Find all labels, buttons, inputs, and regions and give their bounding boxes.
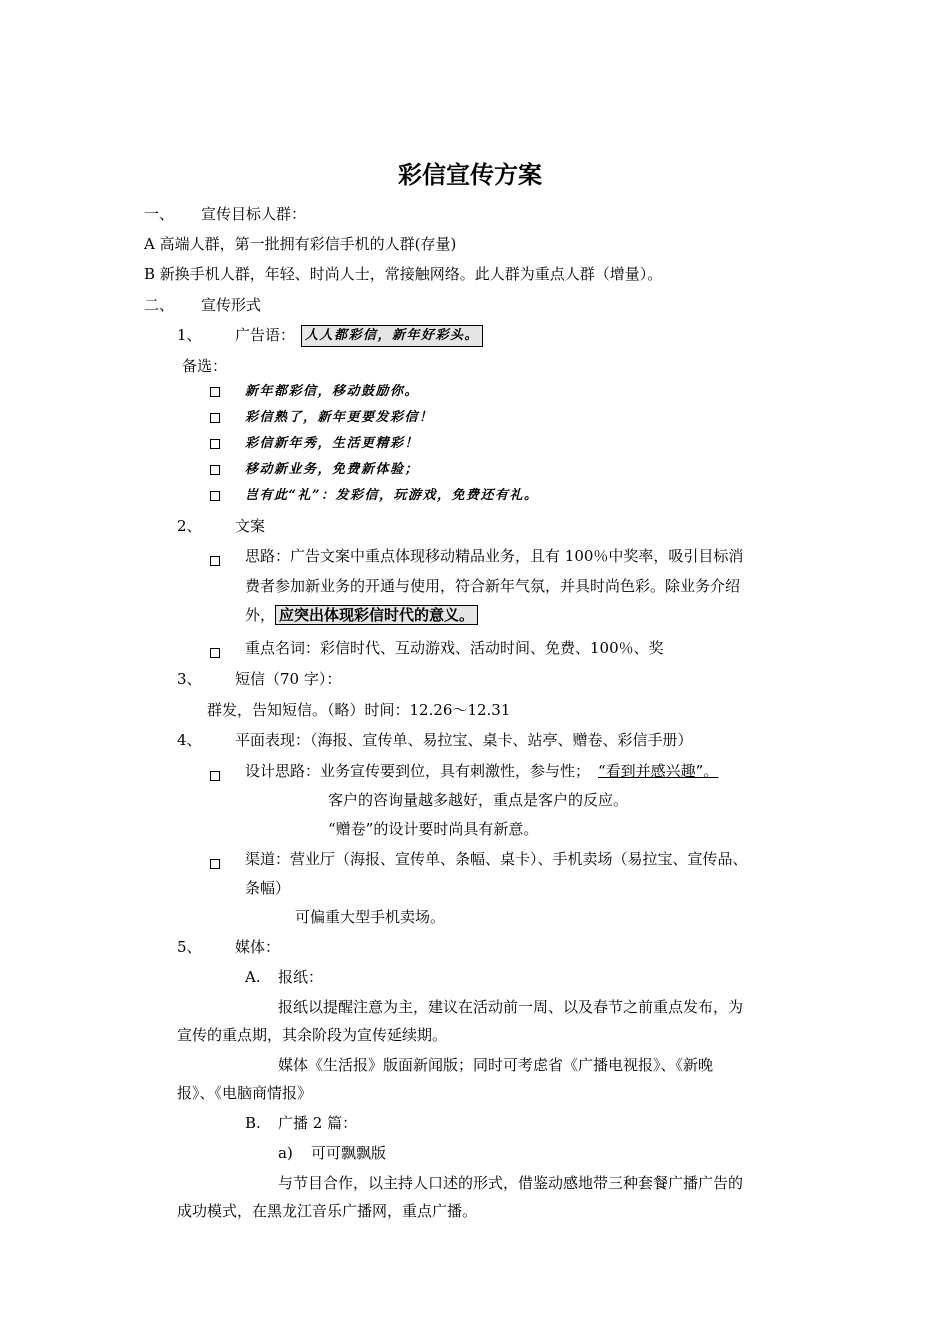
section-1-number: 一、 (144, 205, 175, 223)
alternatives-label: 备选： (182, 357, 228, 375)
channel-line-2: 条幅） (245, 879, 291, 897)
radio-para-line-1: 与节目合作，以主持人口述的形式，借鉴动感地带三种套餐广播广告的 (278, 1174, 744, 1192)
channel-line-1: 渠道：营业厅（海报、宣传单、条幅、桌卡）、手机卖场（易拉宝、宣传品、 (245, 850, 748, 868)
radio-para-line-2: 成功模式，在黑龙江音乐广播网，重点广播。 (177, 1202, 478, 1220)
design-idea-underlined: “看到并感兴趣”。 (598, 762, 719, 780)
item-3-number: 3、 (177, 670, 202, 688)
media-a-label: 报纸： (278, 968, 324, 986)
item-3-label: 短信（70 字）： (235, 670, 342, 688)
slogan-box: 人人都彩信，新年好彩头。 (301, 325, 483, 347)
copy-idea-line-1: 思路：广告文案中重点体现移动精品业务，且有 100％中奖率，吸引目标消 (245, 547, 744, 565)
copy-idea-line-3 (245, 605, 478, 625)
alt-slogan-3: 彩信新年秀，生活更精彩！ (245, 436, 420, 451)
item-2-label: 文案 (235, 517, 266, 535)
target-group-b: B 新换手机人群，年轻、时尚人士，常接触网络。此人群为重点人群（增量）。 (144, 265, 663, 283)
bullet-icon (210, 551, 220, 571)
item-4-label: 平面表现：（海报、宣传单、易拉宝、桌卡、站亭、赠卷、彩信手册） (235, 731, 693, 749)
target-group-a: A 高端人群，第一批拥有彩信手机的人群(存量) (144, 235, 457, 253)
newspaper-para-1-line-2: 宣传的重点期，其余阶段为宣传延续期。 (177, 1026, 448, 1044)
alt-bullet-icon (210, 434, 220, 454)
newspaper-para-2-line-2: 报》、《电脑商情报》 (177, 1084, 313, 1102)
item-1-label: 广告语： (235, 326, 296, 344)
design-idea-line-1 (245, 761, 718, 781)
alt-slogan-1: 新年都彩信，移动鼓励你。 (245, 384, 420, 399)
newspaper-para-1-line-1: 报纸以提醒注意为主，建议在活动前一周、以及春节之前重点发布，为 (278, 998, 744, 1016)
highlight-box: 应突出体现彩信时代的意义。 (275, 605, 478, 625)
item-2-number: 2、 (177, 517, 202, 535)
design-idea-line-3: “赠卷”的设计要时尚具有新意。 (328, 820, 539, 838)
newspaper-para-2-line-1: 媒体《生活报》版面新闻版；同时可考虑省《广播电视报》、《新晚 (278, 1056, 714, 1074)
keywords-line: 重点名词：彩信时代、互动游戏、活动时间、免费、100％、奖 (245, 639, 664, 657)
item-4-number: 4、 (177, 731, 202, 749)
design-idea-line-2: 客户的咨询量越多越好，重点是客户的反应。 (328, 791, 629, 809)
radio-sub-a-label: 可可飘飘版 (311, 1144, 387, 1162)
radio-sub-a-number: a) (278, 1144, 293, 1162)
bullet-icon (210, 766, 220, 786)
alt-bullet-icon (210, 460, 220, 480)
copy-idea-prefix: 外， (245, 606, 276, 624)
section-2-number: 二、 (144, 296, 175, 314)
media-b-label: 广播 2 篇： (278, 1114, 358, 1132)
channel-line-3: 可偏重大型手机卖场。 (295, 908, 446, 926)
media-a-number: A. (245, 968, 261, 986)
item-5-number: 5、 (177, 938, 202, 956)
item-5-label: 媒体： (235, 938, 281, 956)
alt-slogan-5: 岂有此“礼”：发彩信，玩游戏，免费还有礼。 (245, 488, 539, 503)
section-1-heading: 宣传目标人群： (201, 205, 307, 223)
media-b-number: B. (245, 1114, 261, 1132)
sms-detail: 群发，告知短信。（略）时间：12.26～12.31 (207, 701, 511, 719)
alt-bullet-icon (210, 486, 220, 506)
bullet-icon (210, 643, 220, 663)
design-idea-text: 设计思路：业务宣传要到位，具有刺激性，参与性； (245, 762, 591, 780)
page-title: 彩信宣传方案 (398, 160, 542, 189)
alt-bullet-icon (210, 382, 220, 402)
alt-slogan-4: 移动新业务，免费新体验； (245, 462, 420, 477)
alt-slogan-2: 彩信熟了，新年更要发彩信！ (245, 410, 434, 425)
item-1-number: 1、 (177, 326, 202, 344)
copy-idea-line-2: 费者参加新业务的开通与使用，符合新年气氛，并具时尚色彩。除业务介绍 (245, 577, 741, 595)
bullet-icon (210, 854, 220, 874)
alt-bullet-icon (210, 408, 220, 428)
section-2-heading: 宣传形式 (201, 296, 262, 314)
